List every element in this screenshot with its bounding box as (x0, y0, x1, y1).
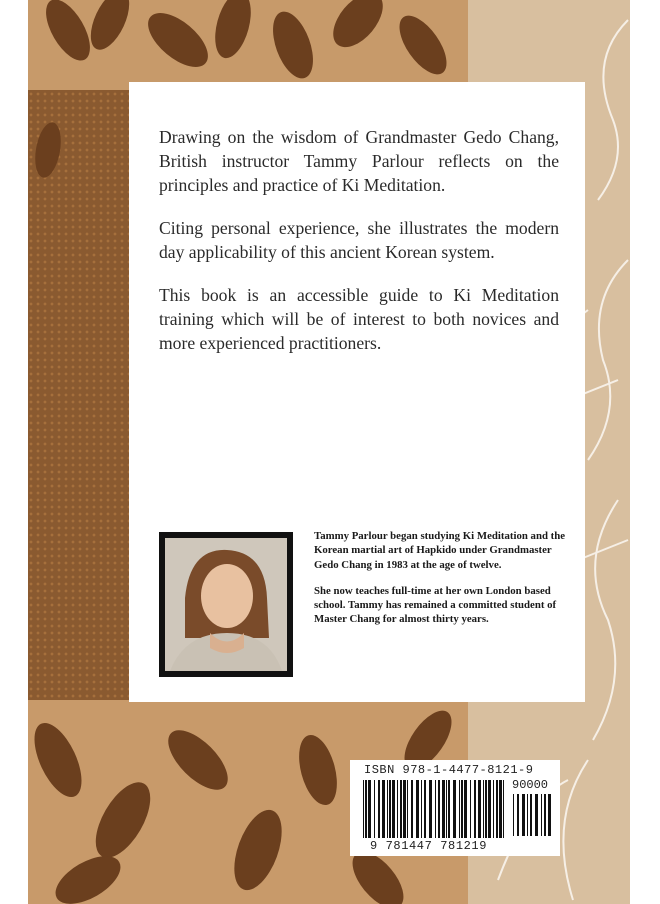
ean-digits: 9 781447 781219 (370, 839, 488, 853)
content-panel (129, 82, 585, 702)
author-bio (314, 529, 569, 639)
isbn-label: ISBN 978-1-4477-8121-9 (364, 763, 534, 777)
author-portrait-icon (165, 538, 287, 671)
book-back-cover (28, 0, 630, 904)
blurb-paragraph-1: Drawing on the wisdom of Grandmaster Gedo Chang, British instructor Tammy Parlour reflects on the principles and practice of Ki Meditation. (159, 127, 559, 195)
bio-paragraph-2: She now teaches full-time at her own London based school. Tammy has remained a committed student of Master Chang for almost thirty years. (314, 584, 557, 626)
isbn-barcode (350, 760, 560, 856)
author-photo (159, 532, 293, 677)
blurb-paragraph-3: This book is an accessible guide to Ki Meditation training which will be of interest to both novices and more experienced practitioners. (159, 285, 559, 353)
price-barcode-icon (512, 794, 554, 836)
ean-barcode-icon (362, 780, 507, 838)
book-blurb (159, 125, 559, 374)
blurb-paragraph-2: Citing personal experience, she illustrates the modern day applicability of this ancient Korean system. (159, 218, 559, 262)
price-code: 90000 (512, 778, 549, 792)
bio-paragraph-1: Tammy Parlour began studying Ki Meditation and the Korean martial art of Hapkido under Grandmaster Gedo Chang in 1983 at the age of twelve. (314, 530, 566, 571)
